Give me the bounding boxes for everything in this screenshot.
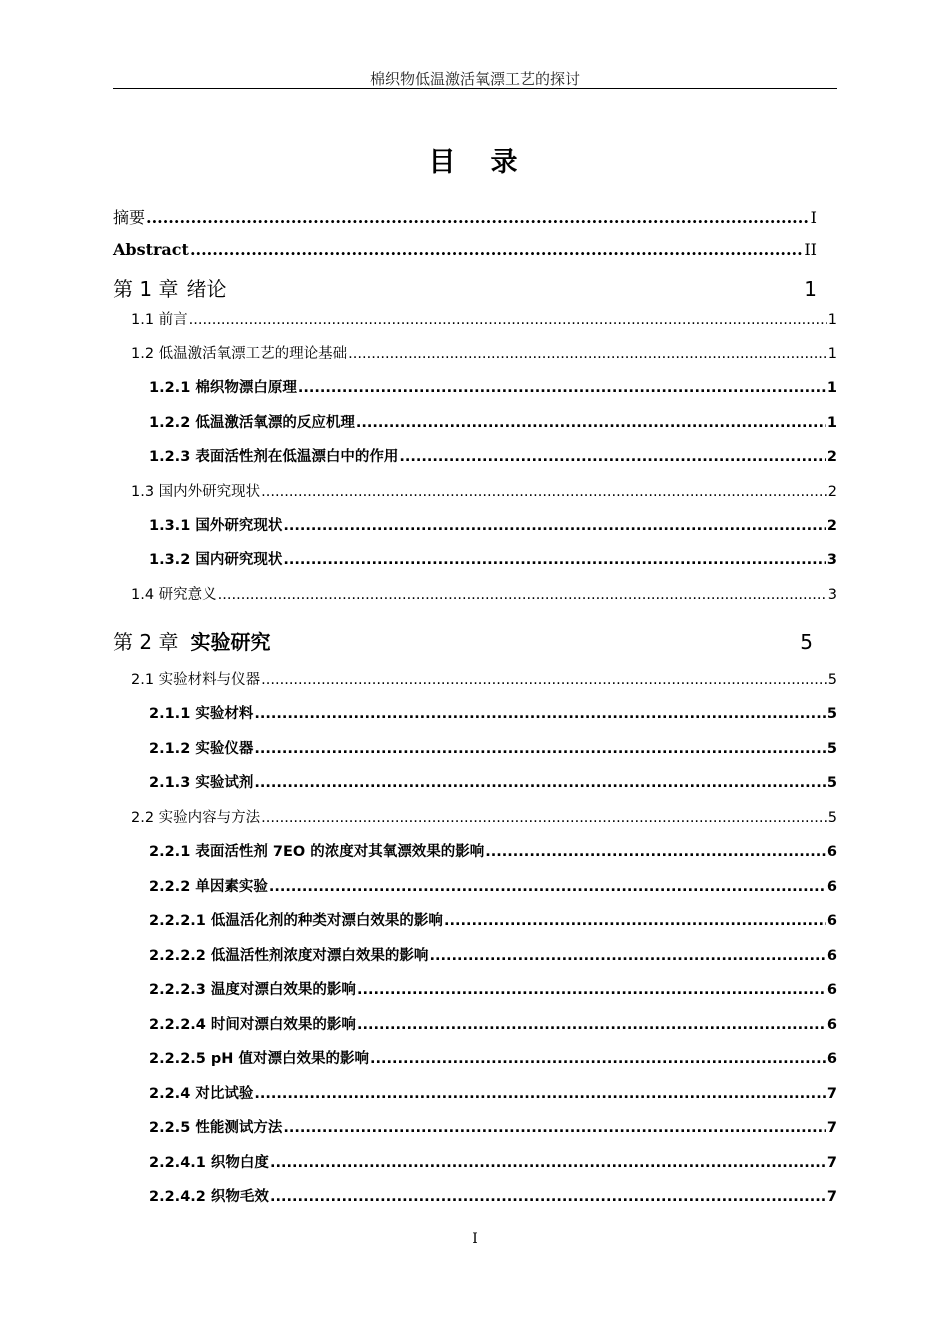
leader-dots: [283, 1120, 826, 1136]
toc-entry-page: 1: [804, 277, 817, 301]
toc-entry-2-2-2-1[interactable]: [149, 909, 837, 930]
toc-entry-text: 2.2.2.1 低温活化剂的种类对漂白效果的影响: [149, 913, 443, 929]
toc-entry-text: 2.2.4 对比试验: [149, 1086, 254, 1102]
toc-entry-page: I: [810, 208, 817, 227]
leader-dots: [254, 706, 826, 722]
toc-entry-text: 1.2.3 表面活性剂在低温漂白中的作用: [149, 449, 399, 465]
toc-entry-page: 2: [826, 518, 837, 534]
toc-entry-page: 3: [827, 587, 837, 603]
toc-entry-2-2-4-2[interactable]: [149, 1185, 837, 1206]
toc-entry-1-3-1[interactable]: [149, 514, 837, 535]
toc-entry-2-2-1[interactable]: [149, 840, 837, 861]
toc-entry-2-1[interactable]: [131, 668, 837, 689]
toc-entry-text: 2.1 实验材料与仪器: [131, 672, 261, 688]
toc-entry-text: 2.1.2 实验仪器: [149, 741, 254, 757]
toc-entry-1-4[interactable]: [131, 583, 837, 604]
leader-dots: [283, 552, 826, 568]
running-header: 棉织物低温激活氧漂工艺的探讨: [369, 70, 580, 88]
page-number: I: [472, 1231, 478, 1247]
toc-entry-page: 7: [826, 1120, 837, 1136]
leader-dots: [218, 587, 827, 603]
leader-dots: [254, 775, 826, 791]
toc-entry-text: 2.2.5 性能测试方法: [149, 1120, 283, 1136]
leader-dots: [348, 346, 827, 362]
toc-entry-page: 5: [826, 775, 837, 791]
toc-entry-page: 1: [826, 380, 837, 396]
toc-entry-text: 2.1.1 实验材料: [149, 706, 254, 722]
leader-dots: [261, 672, 827, 688]
toc-entry-text: 1.3 国内外研究现状: [131, 484, 261, 500]
toc-entry-abstract-cn[interactable]: [113, 205, 817, 228]
toc-entry-text: 1.1 前言: [131, 312, 188, 328]
toc-entry-1-2[interactable]: [131, 342, 837, 363]
toc-entry-text: 2.2.4.1 织物白度: [149, 1155, 269, 1171]
leader-dots: [254, 741, 826, 757]
toc-entry-1-1[interactable]: [131, 308, 837, 329]
toc-entry-page: 6: [826, 844, 837, 860]
toc-entry-text: 1.3.1 国外研究现状: [149, 518, 283, 534]
chapter-title: 实验研究: [190, 630, 271, 654]
toc-entry-page: 7: [826, 1086, 837, 1102]
leader-dots: [283, 518, 826, 534]
leader-dots: [190, 240, 803, 259]
toc-entry-2-1-3[interactable]: [149, 771, 837, 792]
chapter-title: 绪论: [186, 277, 227, 301]
toc-entry-2-2-4-1[interactable]: [149, 1151, 837, 1172]
leader-dots: [254, 1086, 826, 1102]
leader-dots: [357, 982, 826, 998]
leader-dots: [189, 312, 827, 328]
toc-entry-2-2-2-5[interactable]: [149, 1047, 837, 1068]
toc-entry-1-2-1[interactable]: [149, 376, 837, 397]
leader-dots: [146, 208, 810, 227]
toc-entry-page: 1: [826, 415, 837, 431]
toc-entry-2-2-4[interactable]: [149, 1082, 837, 1103]
toc-entry-page: 3: [826, 552, 837, 568]
toc-entry-2-1-1[interactable]: [149, 702, 837, 723]
leader-dots: [261, 810, 827, 826]
toc-entry-text: 2.2.4.2 织物毛效: [149, 1189, 269, 1205]
toc-title: 目 录: [428, 147, 522, 178]
toc-entry-page: II: [804, 240, 817, 259]
toc-entry-page: 5: [827, 810, 837, 826]
toc-entry-page: 7: [826, 1155, 837, 1171]
toc-entry-text: 2.2.2 单因素实验: [149, 879, 268, 895]
toc-entry-1-2-3[interactable]: [149, 445, 837, 466]
leader-dots: [270, 1155, 826, 1171]
toc-entry-2-2-2-2[interactable]: [149, 944, 837, 965]
toc-entry-2-2-2[interactable]: [149, 875, 837, 896]
chapter-number: 第 1 章: [113, 277, 179, 301]
toc-entry-1-3[interactable]: [131, 480, 837, 501]
toc-entry-page: 6: [826, 1017, 837, 1033]
toc-entry-2-2-2-3[interactable]: [149, 978, 837, 999]
toc-entry-text: 2.2.2.2 低温活性剂浓度对漂白效果的影响: [149, 948, 429, 964]
toc-entry-page: 5: [827, 672, 837, 688]
leader-dots: [298, 380, 826, 396]
toc-entry-text: 2.2 实验内容与方法: [131, 810, 261, 826]
toc-entry-text: 2.2.2.3 温度对漂白效果的影响: [149, 982, 356, 998]
leader-dots: [485, 844, 826, 860]
toc-entry-text: 1.3.2 国内研究现状: [149, 552, 283, 568]
toc-entry-text: 2.1.3 实验试剂: [149, 775, 254, 791]
header-rule: [113, 88, 837, 89]
leader-dots: [399, 449, 826, 465]
toc-entry-2-2[interactable]: [131, 806, 837, 827]
toc-entry-page: 6: [826, 879, 837, 895]
leader-dots: [370, 1051, 826, 1067]
toc-entry-page: 5: [800, 630, 813, 654]
toc-entry-text: 1.2 低温激活氧漂工艺的理论基础: [131, 346, 348, 362]
toc-entry-2-2-2-4[interactable]: [149, 1013, 837, 1034]
toc-entry-page: 7: [826, 1189, 837, 1205]
leader-dots: [269, 879, 826, 895]
toc-entry-page: 6: [826, 913, 837, 929]
toc-chapter-2[interactable]: [113, 626, 813, 655]
chapter-number: 第 2 章: [113, 630, 179, 654]
toc-entry-text: 2.2.1 表面活性剂 7EO 的浓度对其氧漂效果的影响: [149, 844, 485, 860]
toc-entry-text: 1.2.2 低温激活氧漂的反应机理: [149, 415, 355, 431]
toc-entry-text: 1.2.1 棉织物漂白原理: [149, 380, 297, 396]
toc-entry-page: 5: [826, 741, 837, 757]
toc-entry-page: 2: [826, 449, 837, 465]
leader-dots: [429, 948, 825, 964]
toc-entry-page: 6: [826, 1051, 837, 1067]
toc-entry-1-3-2[interactable]: [149, 548, 837, 569]
toc-entry-text: 1.4 研究意义: [131, 587, 217, 603]
toc-entry-text: 2.2.2.5 pH 值对漂白效果的影响: [149, 1051, 369, 1067]
toc-chapter-1[interactable]: [113, 273, 817, 302]
toc-entry-2-2-5[interactable]: [149, 1116, 837, 1137]
leader-dots: [261, 484, 827, 500]
leader-dots: [356, 415, 826, 431]
toc-entry-text: 2.2.2.4 时间对漂白效果的影响: [149, 1017, 356, 1033]
toc-entry-page: 1: [827, 346, 837, 362]
toc-entry-1-2-2[interactable]: [149, 411, 837, 432]
toc-entry-page: 6: [826, 982, 837, 998]
toc-entry-page: 5: [826, 706, 837, 722]
toc-entry-text: 摘要: [113, 208, 146, 227]
toc-entry-page: 1: [827, 312, 837, 328]
toc-entry-page: 6: [826, 948, 837, 964]
toc-entry-2-1-2[interactable]: [149, 737, 837, 758]
toc-entry-text: Abstract: [113, 240, 189, 259]
leader-dots: [357, 1017, 826, 1033]
toc-entry-abstract-en[interactable]: [113, 240, 817, 259]
leader-dots: [444, 913, 826, 929]
toc-entry-page: 2: [827, 484, 837, 500]
leader-dots: [270, 1189, 826, 1205]
